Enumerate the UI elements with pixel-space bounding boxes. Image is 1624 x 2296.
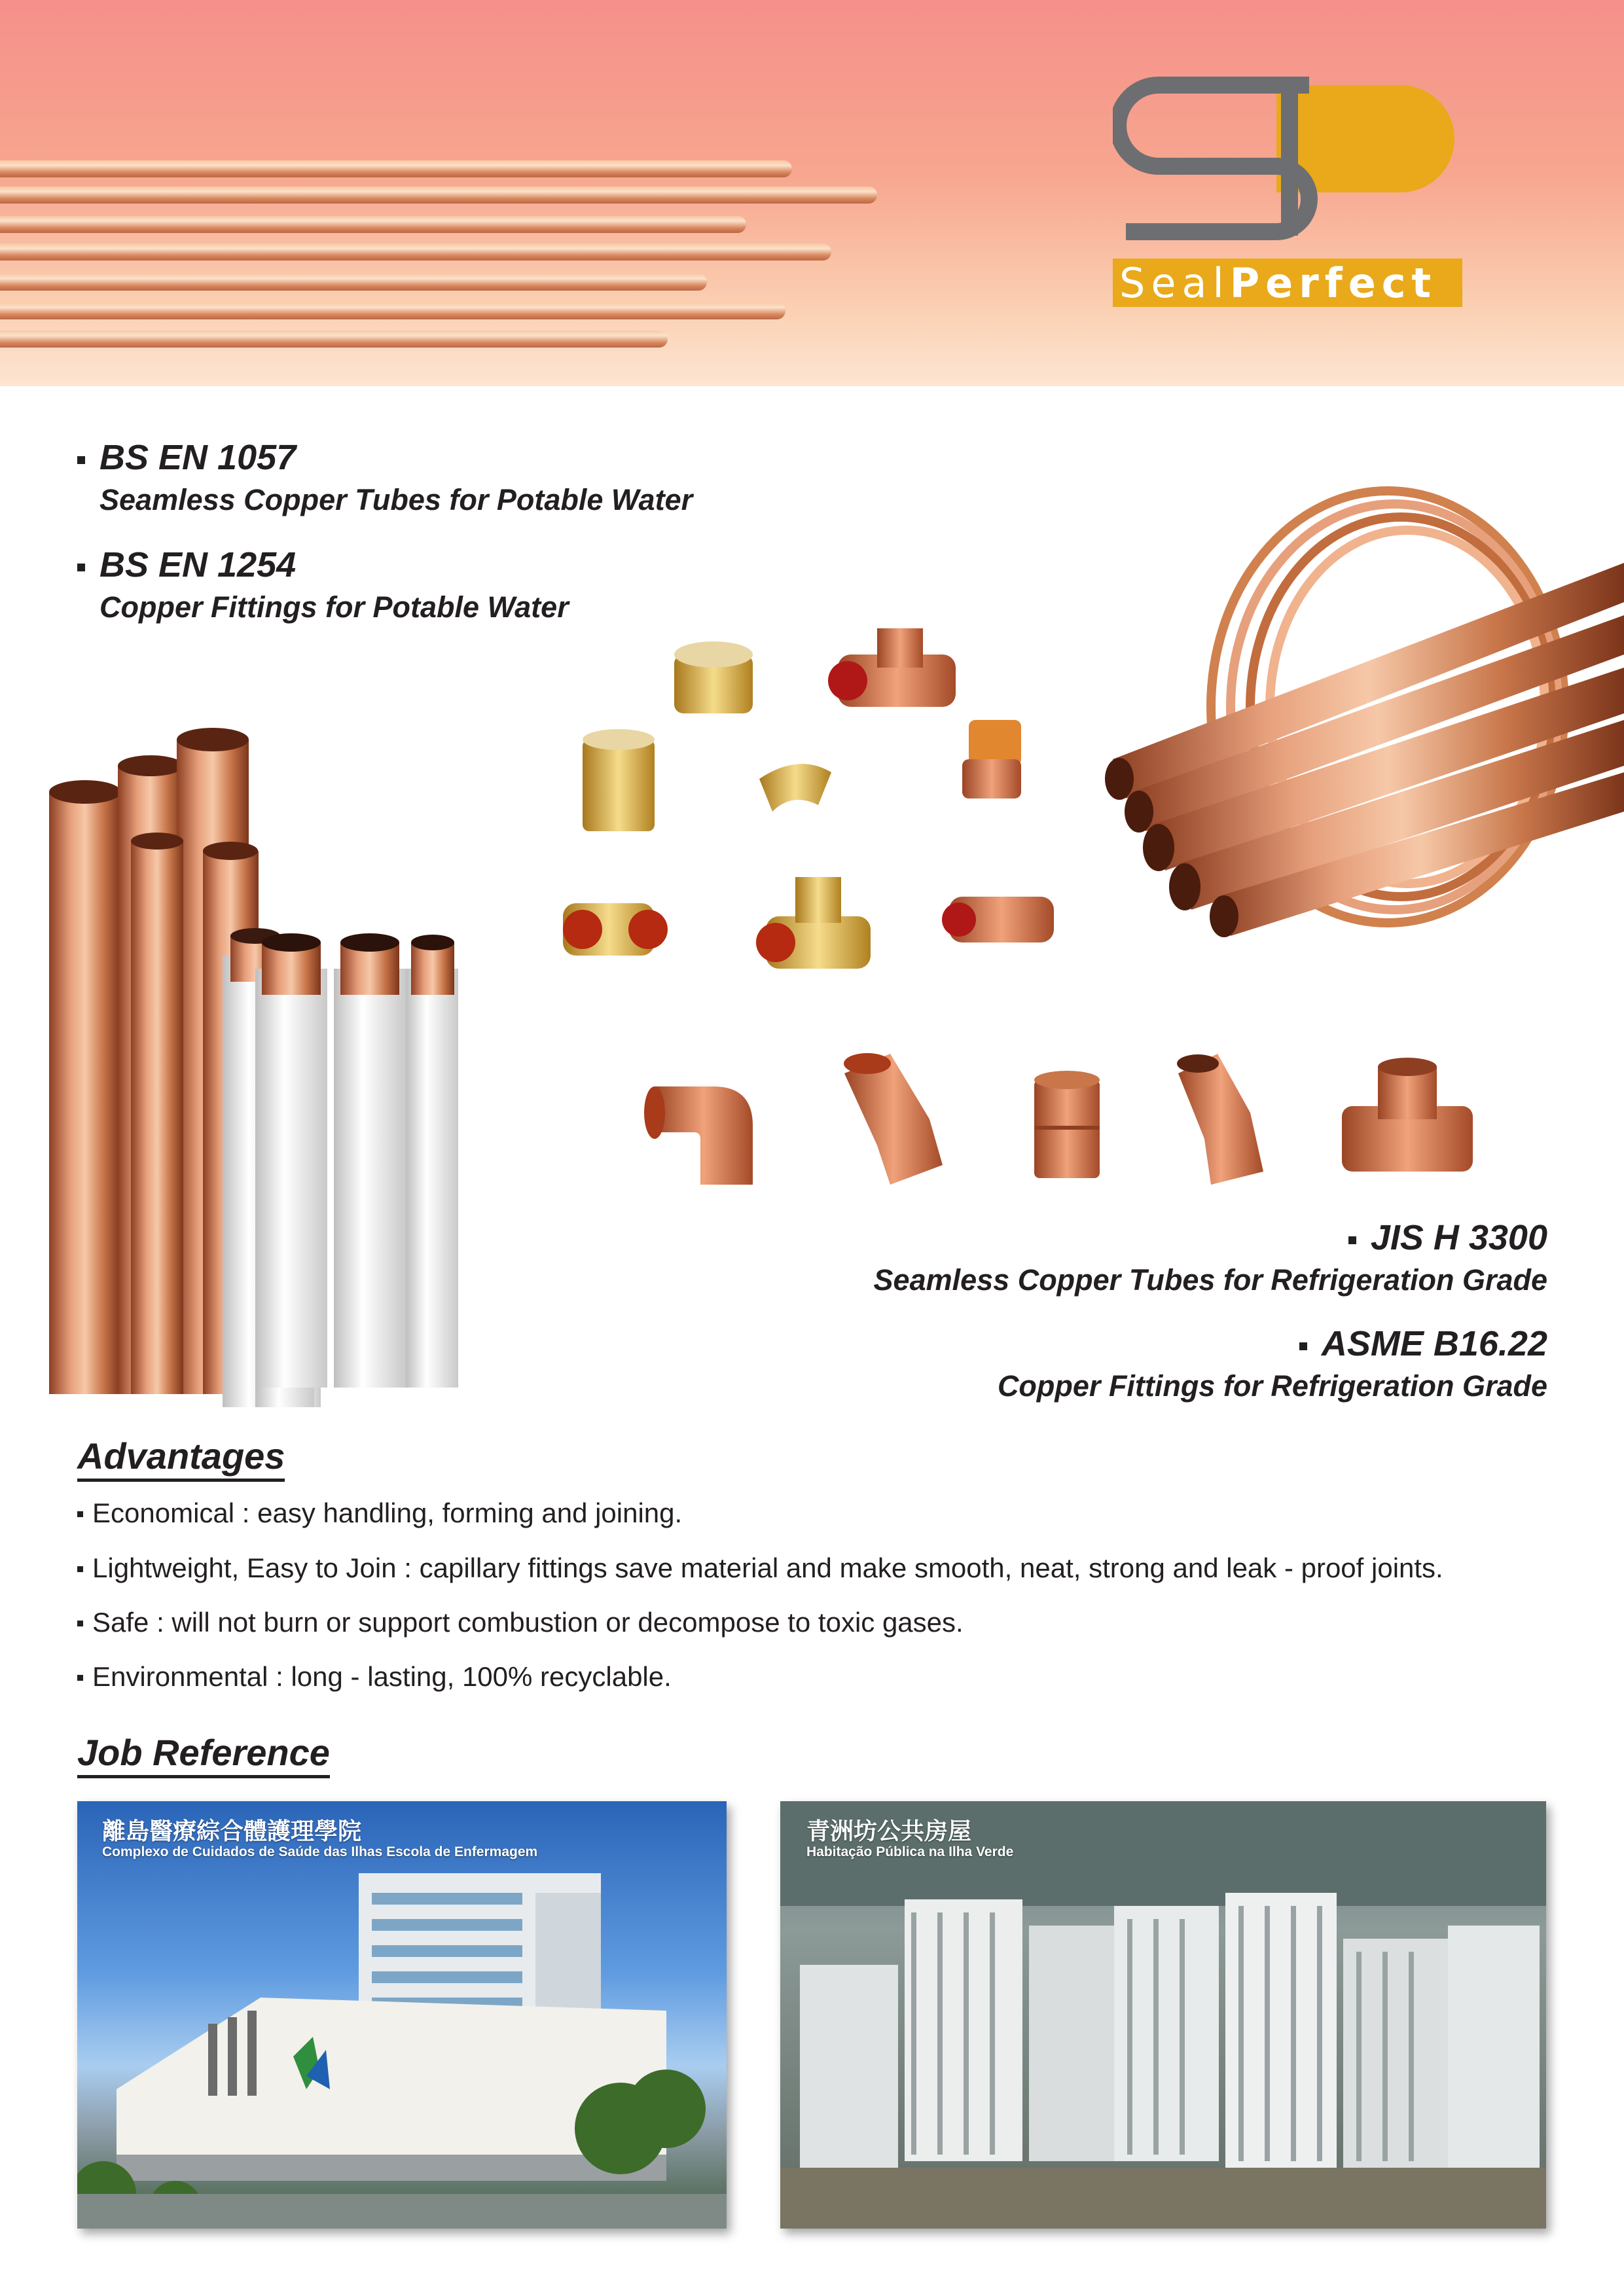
bullet-icon <box>77 564 85 571</box>
copper-capillary-fittings-image <box>641 1047 1492 1191</box>
bullet-icon <box>1299 1342 1307 1350</box>
advantage-item <box>77 1498 682 1529</box>
standard-4 <box>998 1323 1547 1403</box>
project-photo-ilha-verde-housing <box>780 1801 1546 2229</box>
bullet-icon <box>77 1566 83 1572</box>
standard-code: JIS H 3300 <box>1370 1218 1547 1257</box>
copper-elbow-45-fitting <box>844 1053 943 1185</box>
construction-site <box>780 2168 1546 2229</box>
project-title: 青洲坊公共房屋 <box>806 1818 972 1845</box>
tube-line <box>0 216 746 233</box>
residential-towers <box>800 1893 1540 2168</box>
sp-monogram-icon <box>1113 72 1466 255</box>
brass-adapter-fitting <box>674 641 753 713</box>
building-illustration <box>77 1801 727 2229</box>
copper-tee-fitting <box>1342 1058 1473 1172</box>
insulated-tubes-image <box>196 929 458 1388</box>
bullet-icon <box>1348 1236 1356 1244</box>
copper-elbow-90-fitting <box>644 1086 753 1185</box>
standard-code: BS EN 1254 <box>99 545 297 584</box>
standard-description: Copper Fittings for Refrigeration Grade <box>997 1369 1547 1403</box>
housing-illustration <box>780 1801 1546 2229</box>
advantages-heading: Advantages <box>77 1435 285 1482</box>
tube-line <box>0 302 785 319</box>
bare-copper-tube <box>49 780 121 1394</box>
job-reference-heading: Job Reference <box>77 1731 330 1778</box>
brass-compression-tee <box>756 877 871 969</box>
insulated-copper-tube <box>255 933 327 1388</box>
advantage-text: Environmental : long - lasting, 100% recyclable. <box>92 1661 672 1692</box>
copper-elbow-45-fitting <box>1177 1054 1263 1185</box>
advantage-text: Safe : will not burn or support combustion or decompose to toxic gases. <box>92 1607 964 1638</box>
standard-description: Copper Fittings for Potable Water <box>99 590 569 624</box>
tube-line <box>0 160 792 177</box>
advantage-item <box>77 1552 1443 1584</box>
copper-union-fitting <box>962 720 1021 798</box>
bullet-icon <box>77 1511 83 1517</box>
copper-tee-fitting <box>942 897 1054 942</box>
standard-description: Seamless Copper Tubes for Refrigeration Grade <box>873 1263 1547 1297</box>
tube-line <box>0 331 668 348</box>
copper-tee-fitting <box>828 628 956 707</box>
bare-copper-tube <box>131 833 183 1394</box>
advantage-item <box>77 1661 672 1693</box>
tube-line <box>0 243 831 260</box>
copper-coupling-fitting <box>1034 1071 1100 1178</box>
straight-copper-tubes <box>1105 563 1624 937</box>
bullet-icon <box>77 456 85 464</box>
sealperfect-logo <box>1113 72 1466 314</box>
standard-code: ASME B16.22 <box>1321 1324 1547 1363</box>
brand-name-bold: Perfect <box>1229 259 1437 307</box>
standard-code: BS EN 1057 <box>99 438 297 477</box>
insulated-copper-tube <box>334 933 406 1388</box>
project-subtitle: Complexo de Cuidados de Saúde das Ilhas Escola de Enfermagem <box>102 1844 538 1859</box>
tube-line <box>0 274 707 291</box>
advantage-text: Lightweight, Easy to Join : capillary fittings save material and make smooth, neat, strong and leak - proof joints. <box>92 1552 1443 1583</box>
standard-2 <box>77 545 569 624</box>
brass-hex-fitting <box>583 729 655 831</box>
tube-line <box>0 187 877 204</box>
standard-description: Seamless Copper Tubes for Potable Water <box>99 483 693 516</box>
advantage-item <box>77 1607 964 1638</box>
road <box>77 2194 727 2229</box>
insulated-copper-tube <box>406 935 458 1388</box>
project-photo-nursing-school <box>77 1801 727 2229</box>
brand-name-light: Seal <box>1119 259 1230 307</box>
advantage-text: Economical : easy handling, forming and joining. <box>92 1498 683 1528</box>
bullet-icon <box>77 1621 83 1626</box>
brass-elbow-fitting <box>759 764 831 812</box>
copper-coil-tubes-image <box>1060 484 1624 1021</box>
logo-wordmark <box>1113 259 1462 307</box>
project-title: 離島醫療綜合體護理學院 <box>102 1818 362 1845</box>
project-subtitle: Habitação Pública na Ilha Verde <box>806 1844 1014 1859</box>
bullet-icon <box>77 1675 83 1681</box>
brass-fittings-image <box>550 615 1074 1034</box>
standard-1 <box>77 437 693 517</box>
brass-compression-elbow <box>563 903 668 956</box>
standard-3 <box>874 1217 1547 1297</box>
